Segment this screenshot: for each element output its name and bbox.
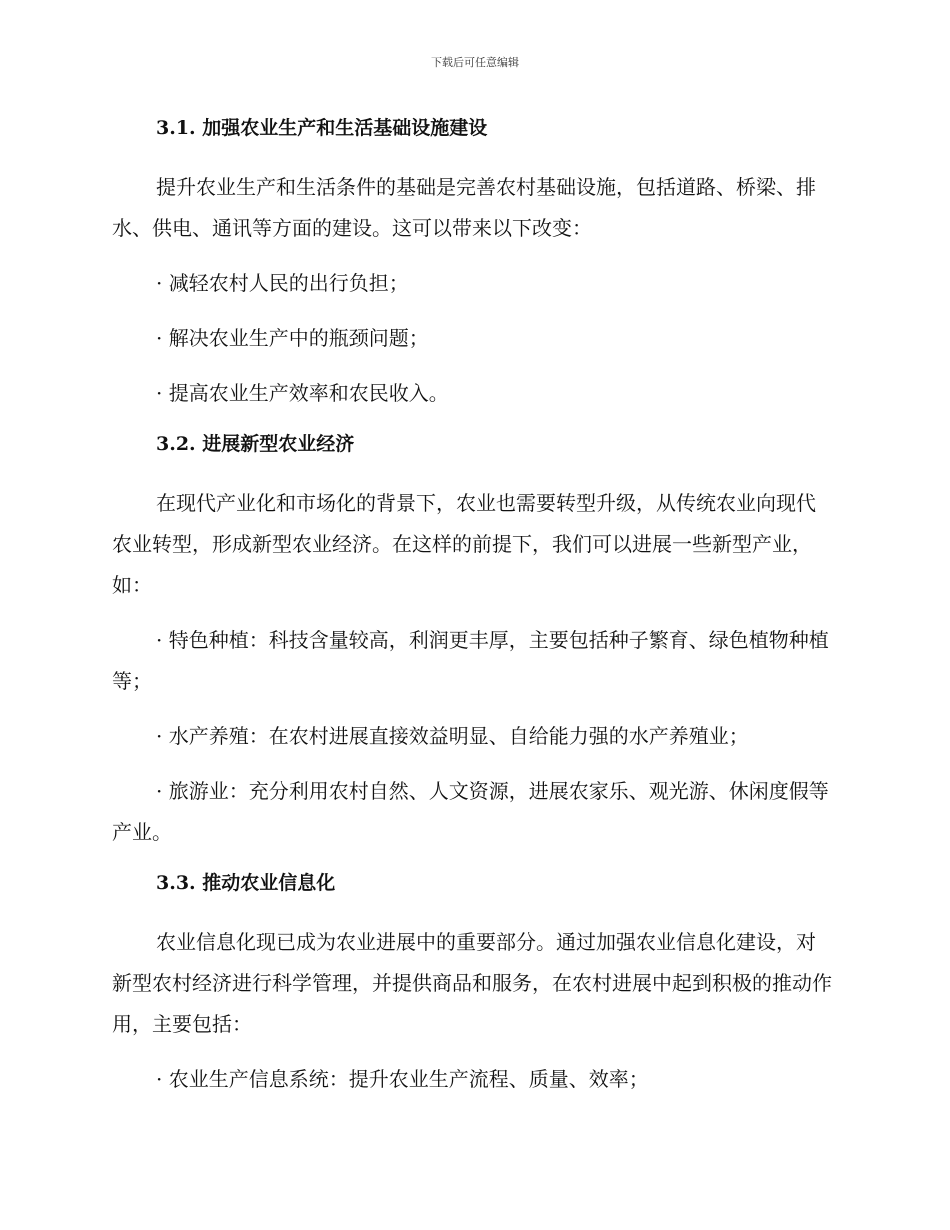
bullet-item: · 水产养殖：在农村进展直接效益明显、自给能力强的水产养殖业； bbox=[156, 724, 749, 748]
document-body bbox=[112, 112, 832, 1114]
section-heading: 3.1. 加强农业生产和生活基础设施建设 bbox=[156, 117, 488, 139]
bullet-item: · 农业生产信息系统：提升农业生产流程、质量、效率； bbox=[156, 1067, 649, 1091]
bullet-item: · 特色种植：科技含量较高，利润更丰厚，主要包括种子繁育、绿色植物种植等； bbox=[112, 628, 829, 693]
section-3-1 bbox=[112, 112, 832, 414]
paragraph: 农业信息化现已成为农业进展中的重要部分。通过加强农业信息化建设，对新型农村经济进行科学管理，并提供商品和服务，在农村进展中起到积极的推动作用，主要包括： bbox=[112, 930, 832, 1036]
section-3-2 bbox=[112, 428, 832, 853]
bullet-item: · 旅游业：充分利用农村自然、人文资源，进展农家乐、观光游、休闲度假等产业。 bbox=[112, 779, 829, 844]
paragraph: 在现代产业化和市场化的背景下，农业也需要转型升级，从传统农业向现代农业转型，形成新型农业经济。在这样的前提下，我们可以进展一些新型产业，如： bbox=[112, 491, 816, 597]
page-header: 下载后可任意编辑 bbox=[431, 56, 519, 69]
bullet-item: · 减轻农村人民的出行负担； bbox=[156, 271, 409, 295]
bullet-item: · 提高农业生产效率和农民收入。 bbox=[156, 381, 449, 405]
section-heading: 3.2. 进展新型农业经济 bbox=[156, 433, 355, 455]
bullet-item: · 解决农业生产中的瓶颈问题； bbox=[156, 326, 429, 350]
section-heading: 3.3. 推动农业信息化 bbox=[156, 872, 336, 894]
section-3-3 bbox=[112, 867, 832, 1100]
paragraph: 提升农业生产和生活条件的基础是完善农村基础设施，包括道路、桥梁、排水、供电、通讯等方面的建设。这可以带来以下改变： bbox=[112, 175, 816, 240]
